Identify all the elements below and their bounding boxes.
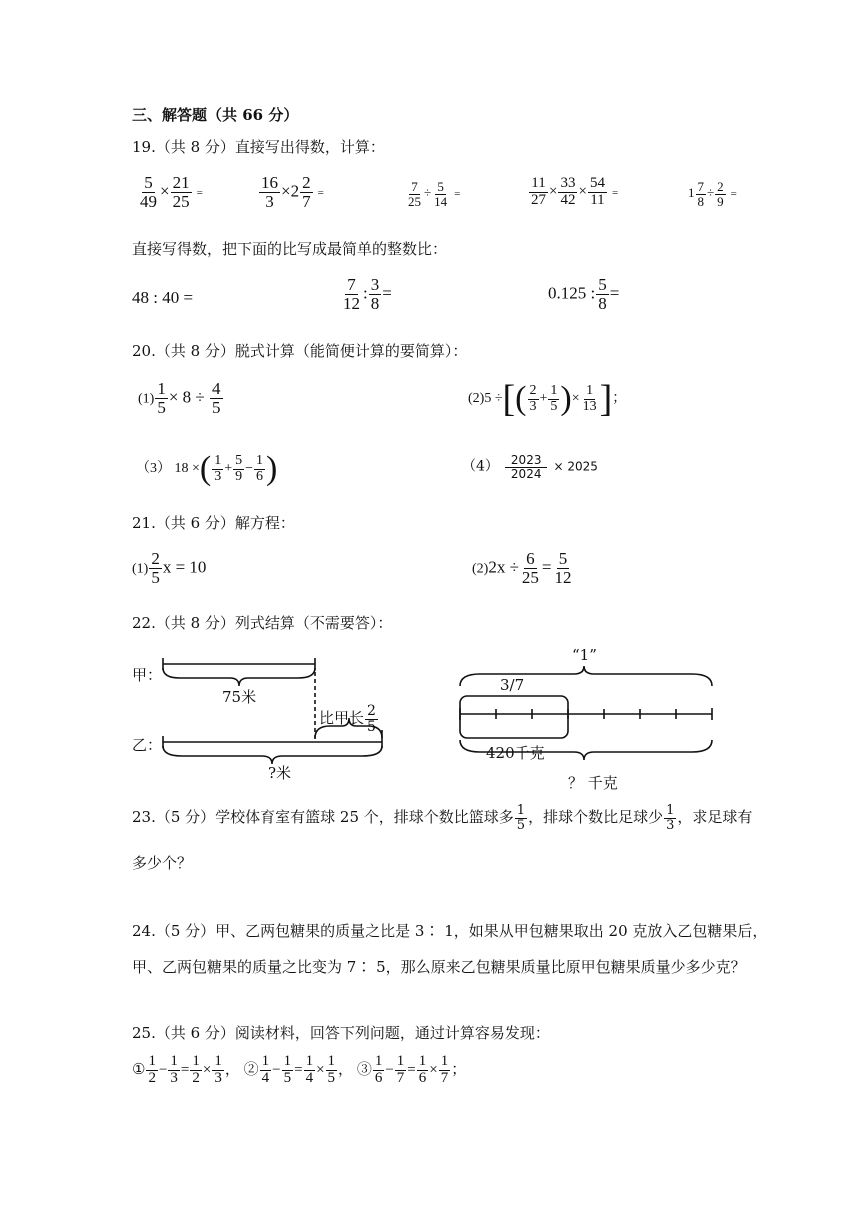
- ratio-3: 0.125 : $\frac{5}{8}$ =: [548, 275, 620, 313]
- label-unknown-m: ?米: [268, 764, 292, 782]
- q21-part-2: (2)2x ÷ $\frac{6}{25}$ = $\frac{5}{12}$: [472, 549, 572, 587]
- q19-expr-3: $\frac{7}{25}$ ÷ $\frac{5}{14}$ =: [408, 179, 461, 209]
- label-compare: 比甲长 $\frac{2}{5}$: [319, 703, 376, 735]
- label-yi: 乙：: [132, 736, 163, 754]
- q22-header: 22.（共 8 分）列式结算（不需要答）：: [132, 614, 393, 632]
- q24-line-1: 24.（5 分）甲、乙两包糖果的质量之比是 3∶ 1，如果从甲包糖果取出 20 克放入乙包糖果后，: [132, 922, 768, 940]
- q19-subheader: 直接写得数，把下面的比写成最简单的整数比：: [132, 240, 448, 258]
- q20-header: 20.（共 8 分）脱式计算（能简便计算的要简算）：: [132, 342, 468, 360]
- q19-header: 19.（共 8 分）直接写出得数，计算：: [132, 138, 385, 156]
- q24-line-2: 甲、乙两包糖果的质量之比变为 7∶ 5，那么原来乙包糖果质量比原甲包糖果质量少多少克？: [132, 958, 746, 976]
- q19-expr-2: $\frac{16}{3}$ ×2 $\frac{2}{7}$ =: [261, 173, 324, 211]
- q25-identities: [132, 1054, 466, 1087]
- q19-expr-1: $\frac{5}{49}$ × $\frac{21}{25}$ =: [140, 173, 203, 211]
- label-420kg: 420千克: [486, 744, 545, 762]
- label-jia: 甲：: [132, 666, 163, 684]
- q21-header: 21.（共 6 分）解方程：: [132, 514, 295, 532]
- section-title: 三、解答题（共 66 分）: [132, 106, 299, 124]
- ratio-1: 48 : 40 =: [132, 288, 194, 307]
- q20-part-2: (2)5 ÷[( $\frac{2}{3}$ + $\frac{1}{5}$ )× $\frac{1}{13}$ ]；: [468, 378, 627, 420]
- ratio-2: $\frac{7}{12}$ : $\frac{3}{8}$ =: [343, 275, 392, 313]
- identity-1: ① $\frac{1}{2}$ − $\frac{1}{3}$ = $\frac{1}{2}$ × $\frac{1}{3}$ ，: [132, 1053, 240, 1086]
- label-three-sevenths: 3/7: [500, 676, 525, 694]
- q19-expr-5: 1 $\frac{7}{8}$ ÷ $\frac{2}{9}$ =: [688, 179, 737, 209]
- q23-question-cont: 多少个？: [132, 854, 193, 872]
- identity-2: ② $\frac{1}{4}$ − $\frac{1}{5}$ = $\frac{1}{4}$ × $\frac{1}{5}$ ，: [243, 1053, 354, 1086]
- q19-expr-4: $\frac{11}{27}$ × $\frac{33}{42}$ × $\frac{54}{11}$ =: [531, 175, 619, 208]
- q21-part-1: (1) $\frac{2}{5}$ x = 10: [132, 549, 207, 587]
- q20-part-3: （3） 18 ×( $\frac{1}{3}$ + $\frac{5}{9}$ − $\frac{1}{6}$ ): [136, 450, 278, 487]
- label-unknown-kg: ？ 千克: [568, 774, 618, 792]
- label-unit-one: “1”: [572, 646, 597, 664]
- q20-part-1: (1) $\frac{1}{5}$ × 8 ÷ $\frac{4}{5}$: [138, 379, 221, 417]
- q23-question: 23.（5 分）学校体育室有篮球 25 个，排球个数比篮球多 $\frac{1}{5}$ ，排球个数比足球少 $\frac{1}{3}$ ，求足球有: [132, 803, 753, 833]
- label-75m: 75米: [222, 688, 257, 706]
- q20-part-4: （4） $\frac{2023}{2024}$ × 2025: [462, 453, 598, 481]
- identity-3: ③ $\frac{1}{6}$ − $\frac{1}{7}$ = $\frac{1}{6}$ × $\frac{1}{7}$ ；: [356, 1053, 467, 1086]
- q25-header: 25.（共 6 分）阅读材料，回答下列问题，通过计算容易发现：: [132, 1024, 550, 1042]
